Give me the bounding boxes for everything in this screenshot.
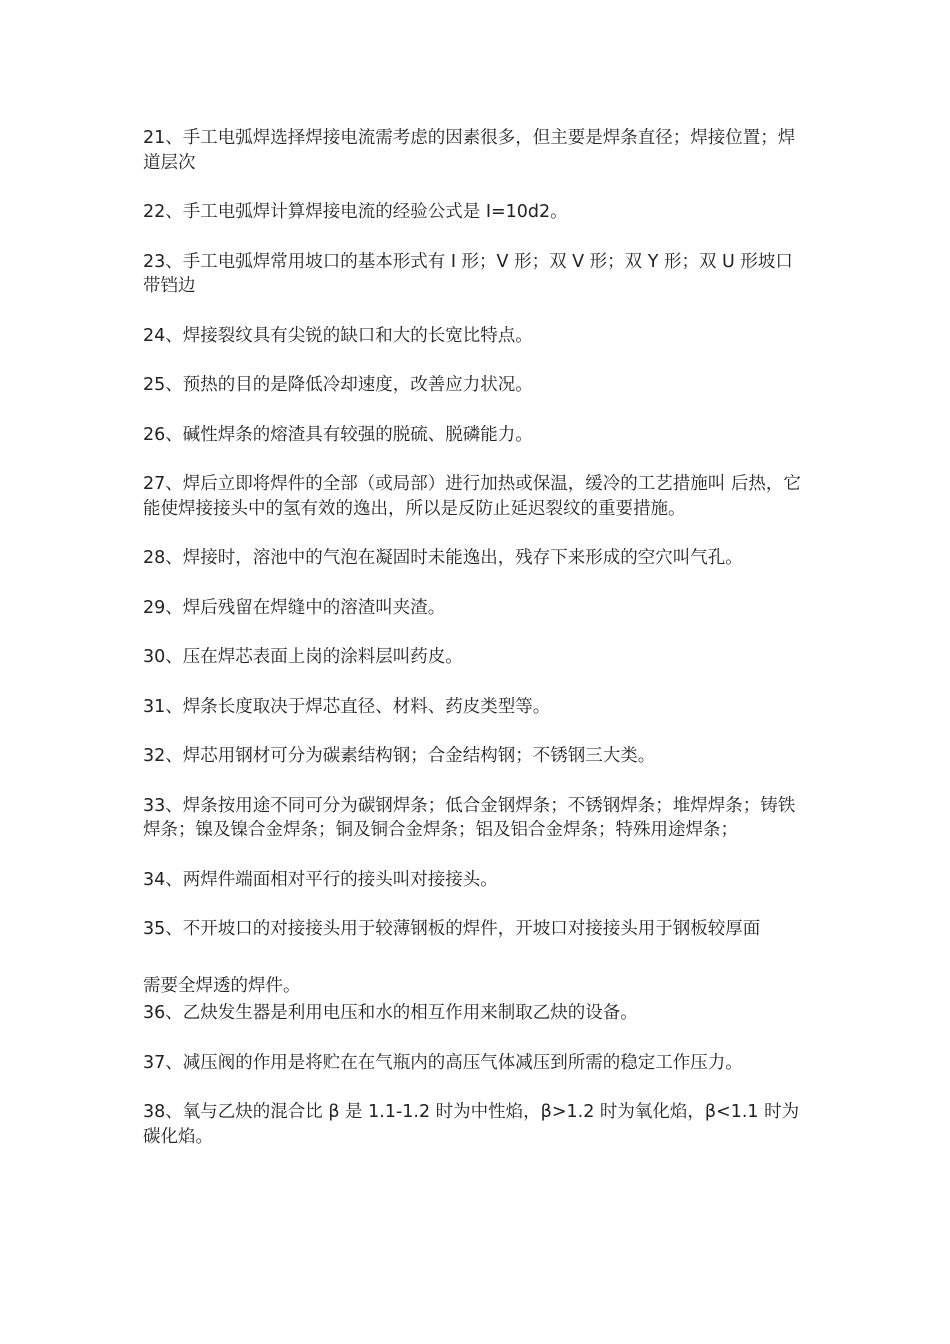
item-31: 31、焊条长度取决于焊芯直径、材料、药皮类型等。 [143, 696, 551, 717]
item-38: 38、氧与乙炔的混合比 β 是 1.1-1.2 时为中性焰，β>1.2 时为氧化焰，β<1.1 时为碳化焰。 [143, 1102, 800, 1147]
item-27: 27、焊后立即将焊件的全部（或局部）进行加热或保温，缓冷的工艺措施叫 后热，它能使焊接接头中的氢有效的逸出，所以是反防止延迟裂纹的重要措施。 [143, 474, 801, 519]
item-28: 28、焊接时，溶池中的气泡在凝固时未能逸出，残存下来形成的空穴叫气孔。 [143, 548, 743, 568]
document-body [143, 126, 807, 1174]
item-33: 33、焊条按用途不同可分为碳钢焊条；低合金钢焊条；不锈钢焊条；堆焊焊条；铸铁焊条；镍及镍合金焊条；铜及铜合金焊条；铝及铝合金焊条；特殊用途焊条； [143, 795, 796, 840]
item-36: 36、乙炔发生器是利用电压和水的相互作用来制取乙炔的设备。 [143, 1003, 638, 1023]
item-23: 23、手工电弧焊常用坡口的基本形式有 I 形；V 形；双 V 形；双 Y 形；双 U 形坡口带铛边 [143, 251, 793, 296]
item-24: 24、焊接裂纹具有尖锐的缺口和大的长宽比特点。 [143, 325, 533, 346]
item-37: 37、减压阀的作用是将贮在在气瓶内的高压气体减压到所需的稳定工作压力。 [143, 1052, 743, 1073]
item-21: 21、手工电弧焊选择焊接电流需考虑的因素很多，但主要是焊条直径；焊接位置；焊道层次 [143, 128, 796, 173]
item-34: 34、两焊件端面相对平行的接头叫对接接头。 [143, 869, 498, 890]
item-35-continuation: 需要全焊透的焊件。 [143, 975, 301, 996]
item-29: 29、焊后残留在焊缝中的溶渣叫夹渣。 [143, 597, 446, 618]
item-32: 32、焊芯用钢材可分为碳素结构钢；合金结构钢；不锈钢三大类。 [143, 746, 656, 766]
item-30: 30、压在焊芯表面上岗的涂料层叫药皮。 [143, 647, 463, 667]
item-25: 25、预热的目的是降低冷却速度，改善应力状况。 [143, 375, 533, 395]
item-22: 22、手工电弧焊计算焊接电流的经验公式是 I=10d2。 [143, 202, 568, 222]
item-35: 35、不开坡口的对接接头用于较薄钢板的焊件，开坡口对接接头用于钢板较厚面 [143, 919, 761, 939]
item-26: 26、碱性焊条的熔渣具有较强的脱硫、脱磷能力。 [143, 424, 533, 445]
